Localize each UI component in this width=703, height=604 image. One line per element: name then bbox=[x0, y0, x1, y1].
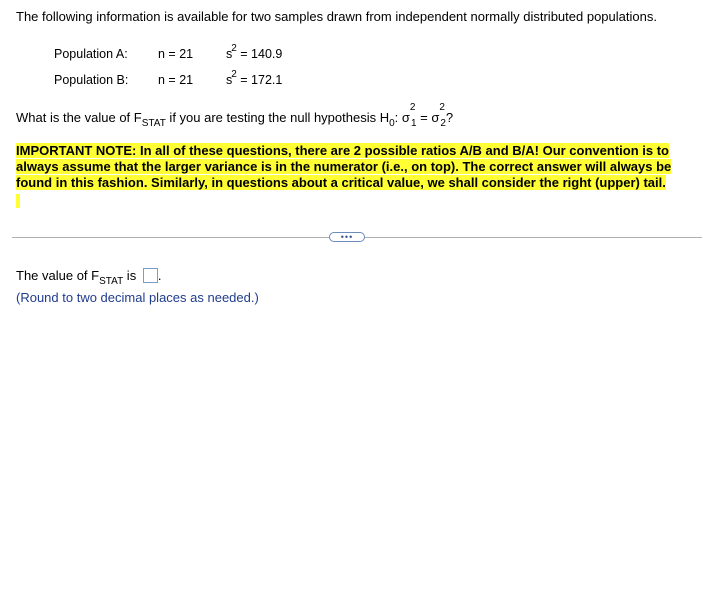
population-b-variance bbox=[226, 69, 283, 87]
s-symbol: s bbox=[226, 47, 233, 61]
population-a-variance bbox=[226, 43, 283, 61]
sigma2-symbol: σ bbox=[431, 110, 440, 125]
rounding-hint: (Round to two decimal places as needed.) bbox=[16, 290, 259, 305]
question-suffix: ? bbox=[445, 110, 454, 125]
sigma1-squared bbox=[401, 102, 417, 129]
population-a-variance-value: = 140.9 bbox=[236, 47, 283, 61]
sigma1-symbol: σ bbox=[401, 110, 410, 125]
sigma2-exponent: 2 bbox=[439, 102, 445, 113]
answer-prefix: The value of F bbox=[16, 268, 100, 283]
important-note-text: IMPORTANT NOTE: In all of these questions, there are 2 possible ratios A/B and B/A! Our convention is to always assume that the larger variance is in the numerator (i.e., on top). The correct answer will always be found in this fashion. Similarly, in questions about a critical value, we shall consider the right (upper) tail. bbox=[16, 143, 672, 190]
fstat-subscript: STAT bbox=[141, 118, 166, 129]
s-exponent: 2 bbox=[231, 69, 237, 80]
question-text bbox=[16, 102, 454, 129]
s-exponent: 2 bbox=[231, 43, 237, 54]
sigma1-exponent: 2 bbox=[409, 102, 416, 113]
answer-is: is bbox=[123, 268, 140, 283]
fstat-answer-input[interactable] bbox=[143, 268, 158, 283]
intro-text: The following information is available for two samples drawn from independent normally distributed populations. bbox=[16, 9, 657, 24]
question-prefix: What is the value of F bbox=[16, 110, 142, 125]
important-note bbox=[16, 143, 688, 191]
question-colon: : bbox=[394, 110, 402, 125]
sigma1-subscript: 1 bbox=[410, 118, 417, 129]
highlight-cursor-mark bbox=[16, 194, 20, 208]
question-equals: = bbox=[416, 110, 432, 125]
answer-line bbox=[16, 268, 162, 287]
question-middle: if you are testing the null hypothesis H bbox=[165, 110, 390, 125]
population-b-variance-value: = 172.1 bbox=[236, 73, 283, 87]
population-a-label: Population A: bbox=[54, 47, 128, 61]
population-b-label: Population B: bbox=[54, 73, 129, 87]
population-a-n: n = 21 bbox=[158, 47, 194, 61]
s-symbol: s bbox=[226, 73, 233, 87]
answer-period: . bbox=[157, 268, 162, 283]
population-b-n: n = 21 bbox=[158, 73, 194, 87]
answer-fstat-subscript: STAT bbox=[99, 276, 124, 287]
more-options-button[interactable]: ••• bbox=[329, 232, 365, 242]
sigma2-subscript: 2 bbox=[440, 118, 446, 129]
sigma2-squared bbox=[431, 102, 446, 129]
h0-subscript: 0 bbox=[389, 118, 395, 129]
